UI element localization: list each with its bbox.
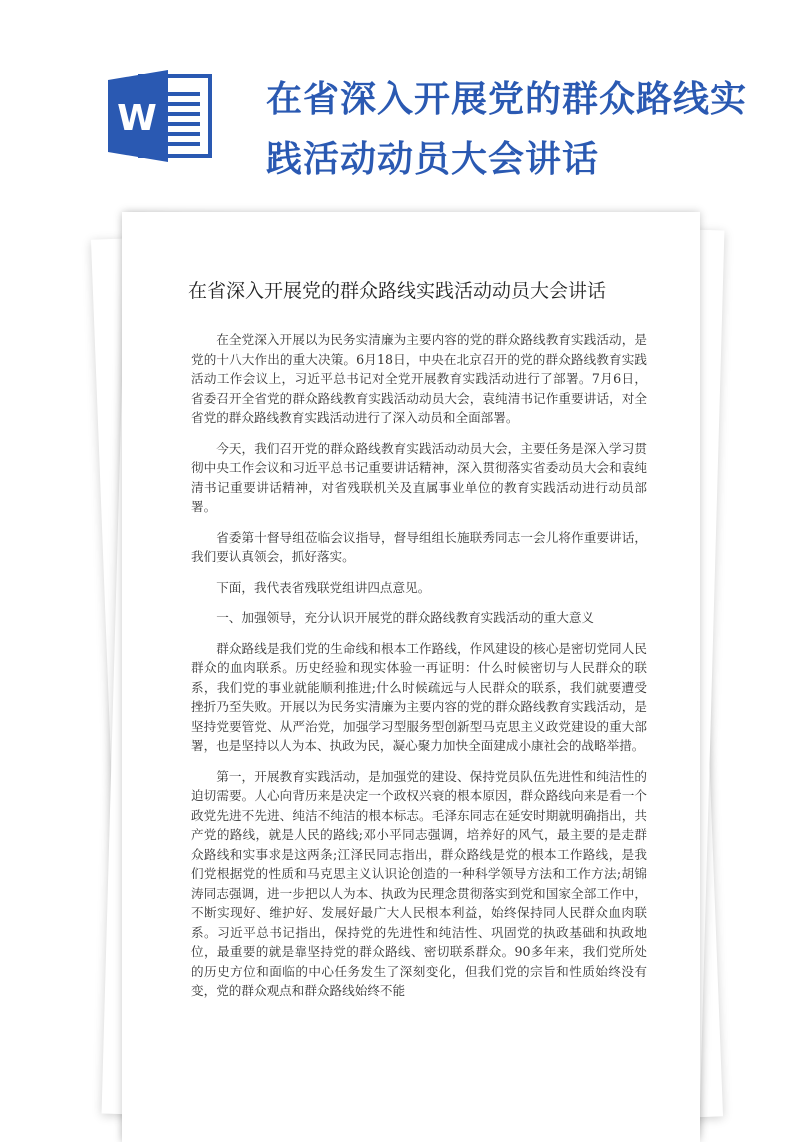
document-page: [122, 212, 700, 1142]
paragraph: 省委第十督导组莅临会议指导，督导组组长施联秀同志一会儿将作重要讲话，我们要认真领会，抓好落实。: [191, 529, 647, 564]
paragraph: 第一，开展教育实践活动，是加强党的建设、保持党员队伍先进性和纯洁性的迫切需要。人心向背历来是决定一个政权兴衰的根本原因，群众路线向来是看一个政党先进不先进、纯洁不纯洁的根本标志。毛泽东同志在延安时期就明确指出，共产党的路线，就是人民的路线;邓小平同志强调，培养好的风气，最主要的是走群众路线和实事求是这两条;江泽民同志指出，群众路线是党的根本工作路线，是我们党根据党的性质和马克思主义认识论创造的一种科学领导方法和工作方法;胡锦涛同志强调，进一步把以人为本、执政为民理念贯彻落实到党和国家全部工作中，不断实现好、维护好、发展好最广大人民根本利益，始终保持同人民群众血肉联系。习近平总书记指出，保持党的先进性和纯洁性、巩固党的执政基础和执政地位，最重要的就是靠坚持党的群众路线、密切联系群众。90多年来，我们党所处的历史方位和面临的中心任务发生了深刻变化，但我们党的宗旨和性质始终没有变，党的群众观点和群众路线始终不能: [191, 768, 647, 998]
word-document-icon: [106, 70, 214, 162]
banner: [0, 0, 800, 200]
document-body: [191, 330, 647, 1012]
paragraph: 在全党深入开展以为民务实清廉为主要内容的党的群众路线教育实践活动，是党的十八大作出的重大决策。6月18日，中央在北京召开的党的群众路线教育实践活动工作会议上，习近平总书记对全党开展教育实践活动进行了部署。7月6日，省委召开全省党的群众路线教育实践活动动员大会，袁纯清书记作重要讲话，对全省党的群众路线教育实践活动进行了深入动员和全面部署。: [191, 332, 647, 425]
banner-title-line-2: 践活动动员大会讲话: [266, 139, 600, 180]
word-icon-letter: W: [117, 98, 157, 139]
document-title: 在省深入开展党的群众路线实践活动动员大会讲话: [188, 280, 607, 302]
section-heading: 一、加强领导，充分认识开展党的群众路线教育实践活动的重大意义: [216, 610, 594, 625]
paragraph: 今天，我们召开党的群众路线教育实践活动动员大会，主要任务是深入学习贯彻中央工作会议和习近平总书记重要讲话精神，深入贯彻落实省委动员大会和袁纯清书记重要讲话精神，对省残联机关及直属事业单位的教育实践活动进行动员部署。: [191, 440, 647, 514]
paragraph: 群众路线是我们党的生命线和根本工作路线，作风建设的核心是密切党同人民群众的血肉联系。历史经验和现实体验一再证明：什么时候密切与人民群众的联系，我们党的事业就能顺利推进;什么时候疏远与人民群众的联系，我们就要遭受挫折乃至失败。开展以为民务实清廉为主要内容的党的群众路线教育实践活动，是坚持党要管党、从严治党，加强学习型服务型创新型马克思主义政党建设的重大部署，也是坚持以人为本、执政为民，凝心聚力加快全面建成小康社会的战略举措。: [191, 640, 647, 753]
paragraph: 下面，我代表省残联党组讲四点意见。: [216, 579, 431, 595]
banner-title-line-1: 在省深入开展党的群众路线实: [266, 79, 748, 120]
banner-title: [266, 70, 786, 190]
